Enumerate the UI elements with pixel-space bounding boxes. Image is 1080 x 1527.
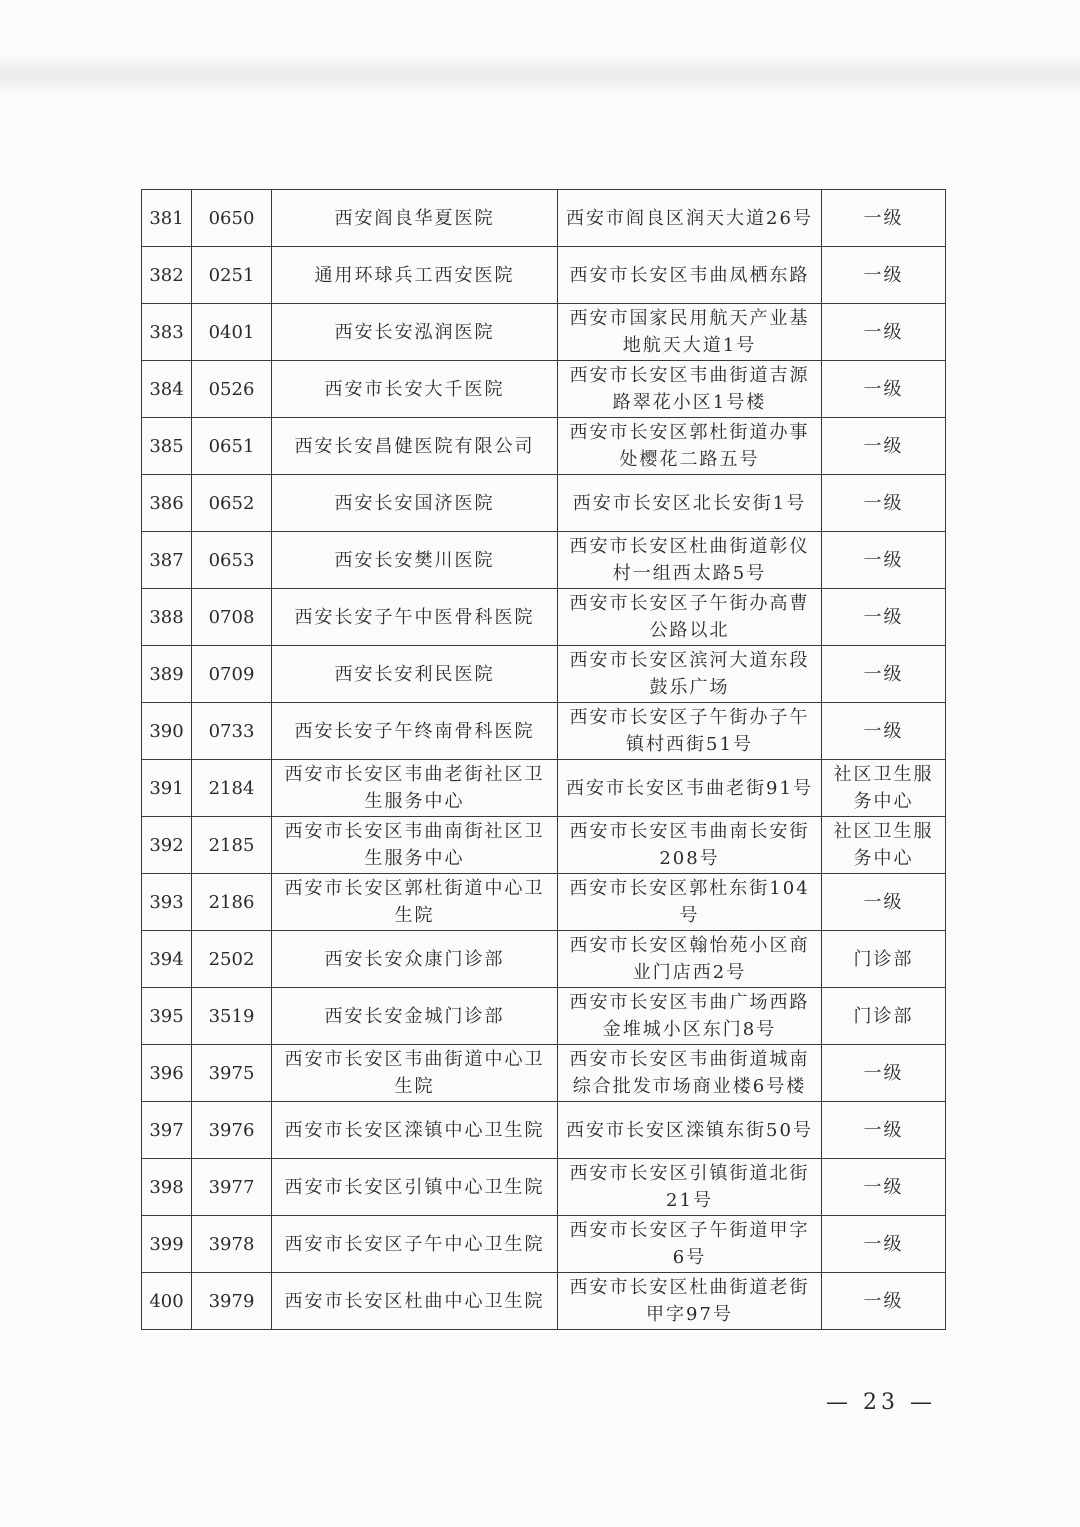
address-cell: 西安市长安区北长安街1号	[558, 475, 822, 532]
institution-code-cell: 3976	[192, 1102, 272, 1159]
institution-code-cell: 3978	[192, 1216, 272, 1273]
level-cell: 门诊部	[822, 931, 946, 988]
institution-code-cell: 0708	[192, 589, 272, 646]
institution-name-cell: 西安市长安区杜曲中心卫生院	[272, 1273, 558, 1330]
address-cell: 西安市长安区子午街办高曹公路以北	[558, 589, 822, 646]
row-number-cell: 387	[142, 532, 192, 589]
address-cell: 西安市国家民用航天产业基地航天大道1号	[558, 304, 822, 361]
table-row	[142, 247, 946, 304]
table-row	[142, 190, 946, 247]
table-row	[142, 418, 946, 475]
address-cell: 西安市长安区韦曲街道城南综合批发市场商业楼6号楼	[558, 1045, 822, 1102]
level-cell: 一级	[822, 418, 946, 475]
institution-code-cell: 3977	[192, 1159, 272, 1216]
institution-name-cell: 西安市长安区引镇中心卫生院	[272, 1159, 558, 1216]
table-row	[142, 760, 946, 817]
institution-name-cell: 西安长安子午中医骨科医院	[272, 589, 558, 646]
level-cell: 一级	[822, 475, 946, 532]
address-cell: 西安市长安区郭杜街道办事处樱花二路五号	[558, 418, 822, 475]
institution-name-cell: 西安长安子午终南骨科医院	[272, 703, 558, 760]
level-cell: 一级	[822, 703, 946, 760]
address-cell: 西安市长安区韦曲街道吉源路翠花小区1号楼	[558, 361, 822, 418]
level-cell: 一级	[822, 1273, 946, 1330]
row-number-cell: 396	[142, 1045, 192, 1102]
hospital-list-table	[141, 189, 946, 1330]
table-row	[142, 646, 946, 703]
institution-code-cell: 0652	[192, 475, 272, 532]
row-number-cell: 384	[142, 361, 192, 418]
institution-code-cell: 0251	[192, 247, 272, 304]
institution-name-cell: 西安市长安区韦曲老街社区卫生服务中心	[272, 760, 558, 817]
table-row	[142, 532, 946, 589]
table-row	[142, 361, 946, 418]
level-cell: 一级	[822, 532, 946, 589]
scan-shadow-band	[0, 55, 1080, 95]
address-cell: 西安市长安区韦曲凤栖东路	[558, 247, 822, 304]
address-cell: 西安市阎良区润天大道26号	[558, 190, 822, 247]
table-row	[142, 874, 946, 931]
address-cell: 西安市长安区翰怡苑小区商业门店西2号	[558, 931, 822, 988]
table-row	[142, 1216, 946, 1273]
institution-name-cell: 西安阎良华夏医院	[272, 190, 558, 247]
table-row	[142, 1273, 946, 1330]
table-row	[142, 817, 946, 874]
institution-name-cell: 西安市长安区滦镇中心卫生院	[272, 1102, 558, 1159]
row-number-cell: 398	[142, 1159, 192, 1216]
address-cell: 西安市长安区韦曲南长安街208号	[558, 817, 822, 874]
level-cell: 一级	[822, 1045, 946, 1102]
level-cell: 一级	[822, 874, 946, 931]
address-cell: 西安市长安区杜曲街道老街甲字97号	[558, 1273, 822, 1330]
institution-name-cell: 西安长安国济医院	[272, 475, 558, 532]
institution-code-cell: 0401	[192, 304, 272, 361]
level-cell: 社区卫生服务中心	[822, 817, 946, 874]
institution-code-cell: 2185	[192, 817, 272, 874]
row-number-cell: 392	[142, 817, 192, 874]
row-number-cell: 381	[142, 190, 192, 247]
institution-name-cell: 西安市长安大千医院	[272, 361, 558, 418]
institution-name-cell: 西安长安昌健医院有限公司	[272, 418, 558, 475]
row-number-cell: 393	[142, 874, 192, 931]
address-cell: 西安市长安区韦曲老街91号	[558, 760, 822, 817]
row-number-cell: 390	[142, 703, 192, 760]
institution-code-cell: 0653	[192, 532, 272, 589]
row-number-cell: 400	[142, 1273, 192, 1330]
table-body	[142, 190, 946, 1330]
institution-name-cell: 西安长安金城门诊部	[272, 988, 558, 1045]
level-cell: 一级	[822, 1159, 946, 1216]
institution-code-cell: 3519	[192, 988, 272, 1045]
row-number-cell: 382	[142, 247, 192, 304]
address-cell: 西安市长安区韦曲广场西路金堆城小区东门8号	[558, 988, 822, 1045]
institution-code-cell: 0733	[192, 703, 272, 760]
table-row	[142, 1102, 946, 1159]
institution-code-cell: 0650	[192, 190, 272, 247]
row-number-cell: 388	[142, 589, 192, 646]
institution-code-cell: 3979	[192, 1273, 272, 1330]
page-number: — 23 —	[826, 1390, 936, 1415]
table-row	[142, 475, 946, 532]
address-cell: 西安市长安区郭杜东街104号	[558, 874, 822, 931]
row-number-cell: 386	[142, 475, 192, 532]
table-row	[142, 1159, 946, 1216]
address-cell: 西安市长安区滨河大道东段鼓乐广场	[558, 646, 822, 703]
institution-code-cell: 2184	[192, 760, 272, 817]
institution-name-cell: 西安市长安区韦曲街道中心卫生院	[272, 1045, 558, 1102]
institution-name-cell: 通用环球兵工西安医院	[272, 247, 558, 304]
institution-code-cell: 3975	[192, 1045, 272, 1102]
level-cell: 一级	[822, 361, 946, 418]
level-cell: 一级	[822, 646, 946, 703]
institution-name-cell: 西安市长安区韦曲南街社区卫生服务中心	[272, 817, 558, 874]
row-number-cell: 399	[142, 1216, 192, 1273]
institution-name-cell: 西安市长安区子午中心卫生院	[272, 1216, 558, 1273]
institution-name-cell: 西安长安利民医院	[272, 646, 558, 703]
table-row	[142, 931, 946, 988]
table-row	[142, 589, 946, 646]
row-number-cell: 395	[142, 988, 192, 1045]
level-cell: 一级	[822, 190, 946, 247]
institution-code-cell: 0709	[192, 646, 272, 703]
table-row	[142, 703, 946, 760]
table-row	[142, 1045, 946, 1102]
address-cell: 西安市长安区子午街道甲字6号	[558, 1216, 822, 1273]
table-row	[142, 304, 946, 361]
address-cell: 西安市长安区杜曲街道彰仪村一组西太路5号	[558, 532, 822, 589]
level-cell: 一级	[822, 1216, 946, 1273]
row-number-cell: 385	[142, 418, 192, 475]
address-cell: 西安市长安区子午街办子午镇村西街51号	[558, 703, 822, 760]
institution-name-cell: 西安长安众康门诊部	[272, 931, 558, 988]
institution-code-cell: 0526	[192, 361, 272, 418]
table-row	[142, 988, 946, 1045]
institution-code-cell: 2186	[192, 874, 272, 931]
level-cell: 一级	[822, 589, 946, 646]
address-cell: 西安市长安区滦镇东街50号	[558, 1102, 822, 1159]
institution-code-cell: 0651	[192, 418, 272, 475]
row-number-cell: 389	[142, 646, 192, 703]
row-number-cell: 391	[142, 760, 192, 817]
level-cell: 一级	[822, 247, 946, 304]
institution-name-cell: 西安长安泓润医院	[272, 304, 558, 361]
row-number-cell: 383	[142, 304, 192, 361]
institution-name-cell: 西安市长安区郭杜街道中心卫生院	[272, 874, 558, 931]
level-cell: 一级	[822, 304, 946, 361]
address-cell: 西安市长安区引镇街道北街21号	[558, 1159, 822, 1216]
row-number-cell: 394	[142, 931, 192, 988]
institution-code-cell: 2502	[192, 931, 272, 988]
level-cell: 社区卫生服务中心	[822, 760, 946, 817]
institution-name-cell: 西安长安樊川医院	[272, 532, 558, 589]
level-cell: 一级	[822, 1102, 946, 1159]
level-cell: 门诊部	[822, 988, 946, 1045]
row-number-cell: 397	[142, 1102, 192, 1159]
